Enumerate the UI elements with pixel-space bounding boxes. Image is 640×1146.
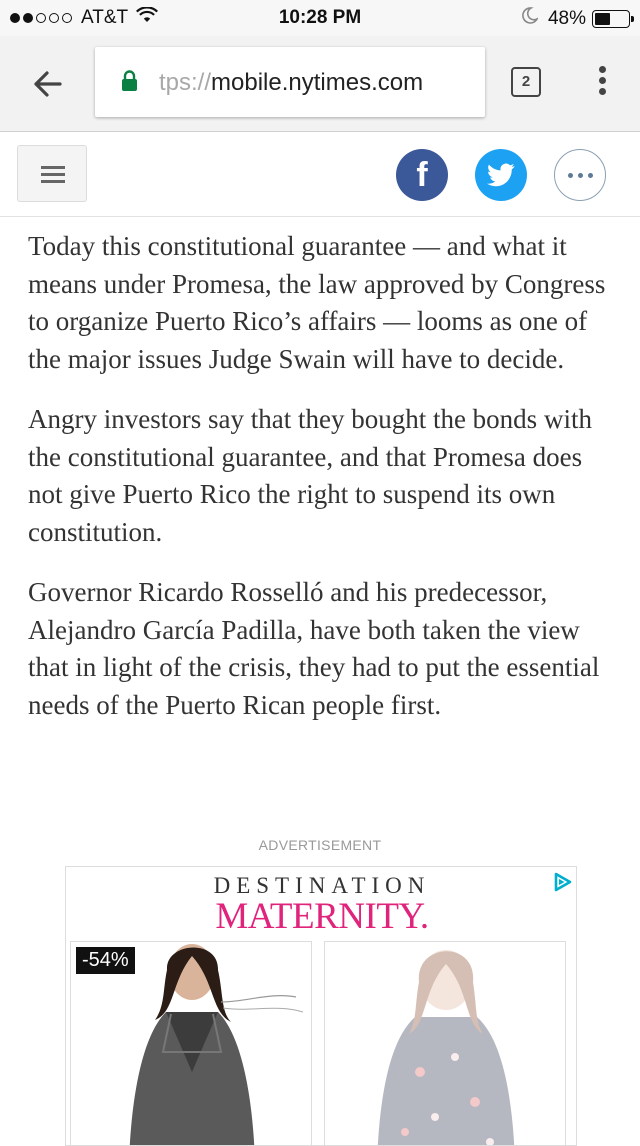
hamburger-line (41, 180, 65, 183)
url-host: mobile.nytimes.com (211, 69, 424, 96)
ad-brand-top: DESTINATION (213, 873, 431, 898)
facebook-share-button[interactable] (396, 149, 448, 201)
browser-menu-button[interactable] (592, 66, 612, 102)
facebook-icon: f (416, 155, 428, 194)
clock: 10:28 PM (278, 7, 362, 28)
lock-icon (121, 70, 138, 97)
site-header (0, 132, 640, 217)
moon-icon (522, 7, 538, 30)
hamburger-line (41, 166, 65, 169)
back-button[interactable] (26, 64, 70, 104)
model-photo (325, 942, 566, 1146)
url-bar[interactable] (95, 47, 485, 117)
ad-product-2[interactable] (324, 941, 566, 1146)
twitter-icon (487, 163, 515, 187)
twitter-share-button[interactable] (475, 149, 527, 201)
hamburger-icon[interactable] (17, 145, 87, 202)
battery-icon (592, 10, 630, 28)
menu-dot (599, 66, 606, 73)
back-arrow-icon (26, 64, 70, 104)
article-paragraph: Today this constitutional guarantee — and what it means under Promesa, the law approved by Congress to organize Puerto Rico’s affairs — looms as one of the major issues Judge Swain will have to decide. (28, 231, 606, 374)
battery-percent: 48% (547, 7, 586, 29)
tab-switcher-button[interactable]: 2 (511, 67, 541, 97)
carrier-name: AT&T (81, 7, 129, 28)
article-body (28, 228, 618, 747)
more-icon (565, 173, 595, 178)
battery-area (522, 7, 630, 30)
menu-dot (599, 88, 606, 95)
ad-banner[interactable] (65, 866, 577, 1146)
hamburger-line (41, 173, 65, 176)
advertisement-label: ADVERTISEMENT (258, 837, 382, 853)
url-scheme: tps:// (159, 69, 212, 96)
article-paragraph: Angry investors say that they bought the bonds with the constitutional guarantee, and that Promesa does not give Puerto Rico the right to suspend its own constitution. (28, 404, 592, 547)
ad-product-1[interactable] (70, 941, 312, 1146)
article-paragraph: Governor Ricardo Rosselló and his predecessor, Alejandro García Padilla, have both taken the view that in light of the crisis, they had to put the essential needs of the Puerto Rican people first. (28, 577, 600, 720)
status-bar (0, 0, 640, 36)
battery-cap (631, 16, 634, 22)
ad-brand-main: MATERNITY. (215, 896, 429, 937)
menu-dot (599, 77, 606, 84)
battery-fill (595, 13, 610, 25)
discount-badge: -54% (76, 947, 135, 974)
ad-choices-icon[interactable] (551, 871, 573, 893)
more-share-button[interactable] (554, 149, 606, 201)
browser-toolbar (0, 36, 640, 132)
url-text[interactable] (159, 69, 423, 97)
